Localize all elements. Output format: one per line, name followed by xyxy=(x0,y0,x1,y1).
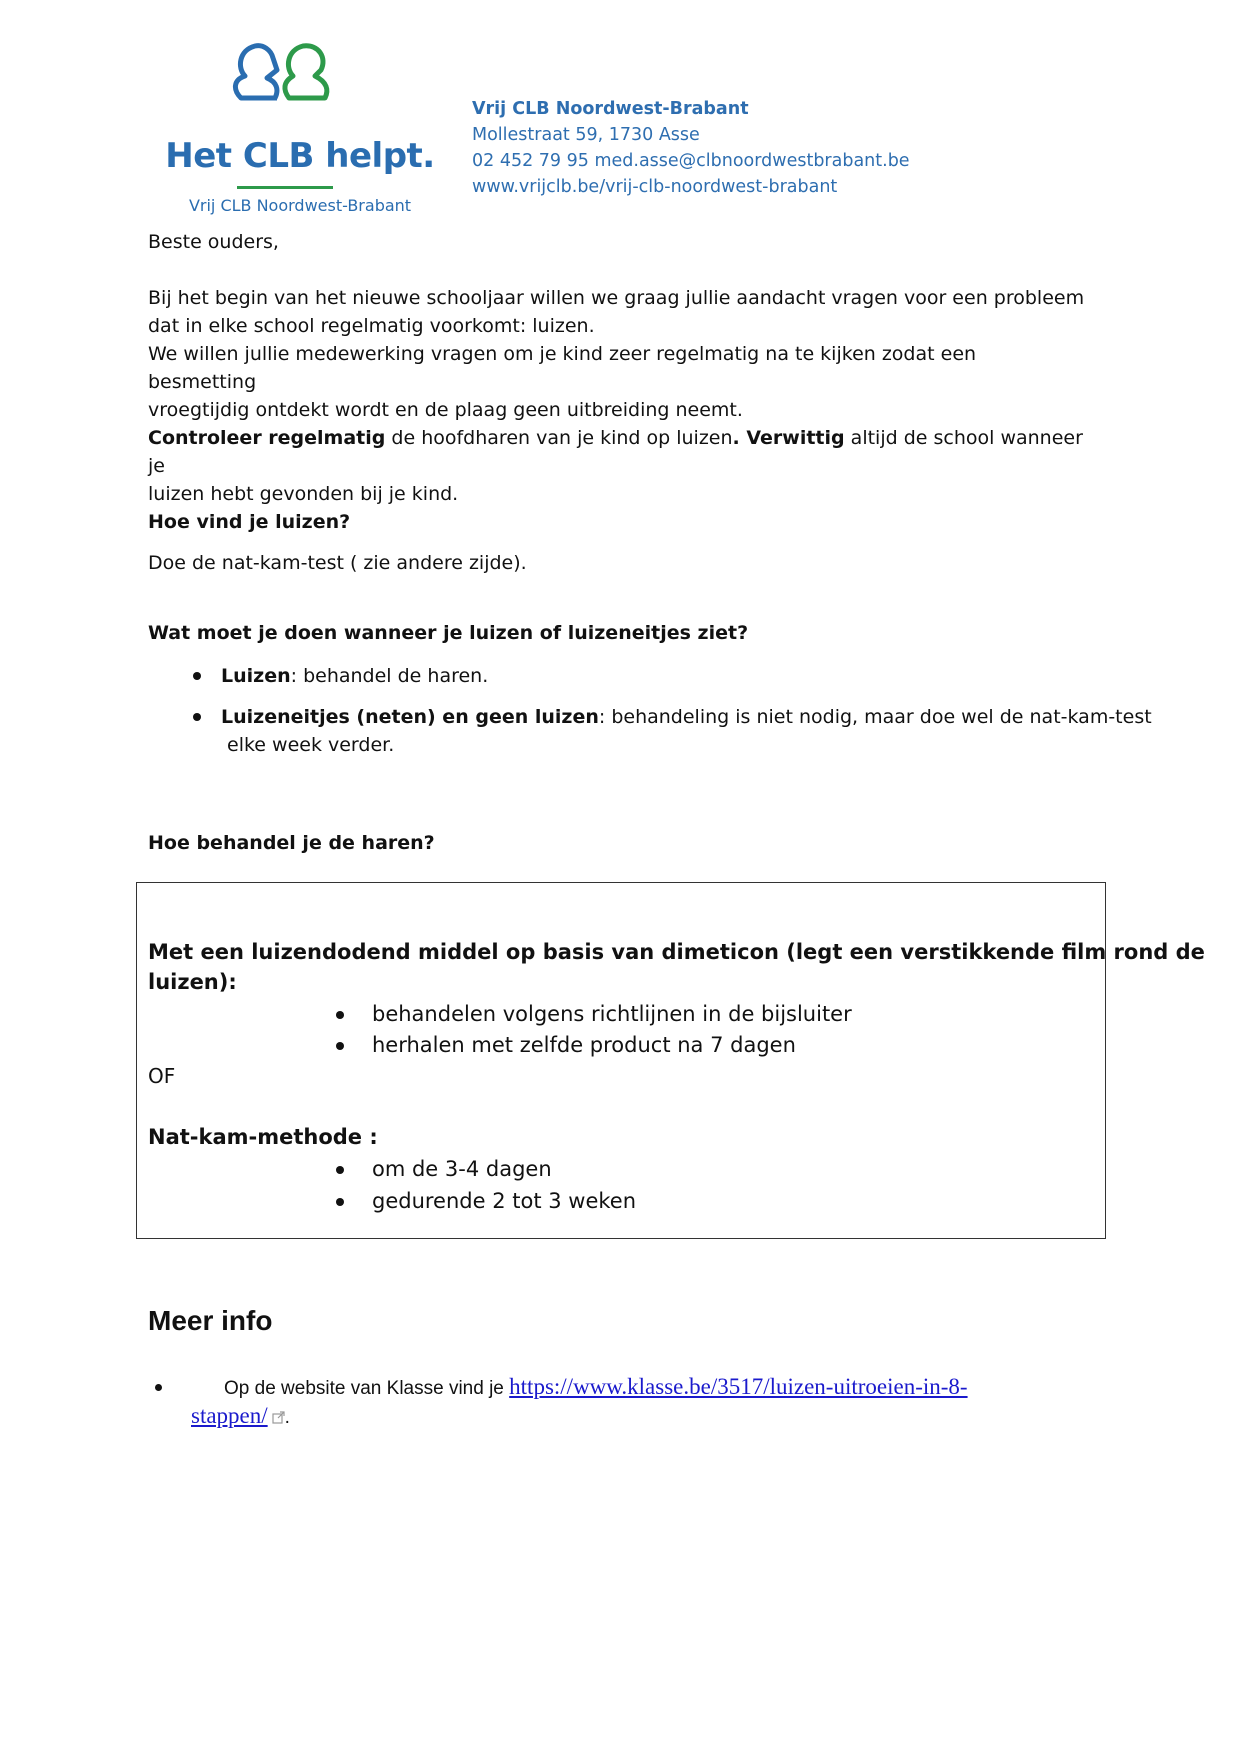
bullet-icon xyxy=(336,1042,344,1050)
list-item: Luizen: behandel de haren. xyxy=(221,665,489,687)
list-item: Luizeneitjes (neten) en geen luizen: behandeling is niet nodig, maar doe wel de nat-kam-test xyxy=(221,706,1152,728)
klasse-link-cont[interactable]: stappen/ xyxy=(191,1403,268,1428)
website: www.vrijclb.be/vrij-clb-noordwest-brabant xyxy=(472,177,838,197)
bullet-icon xyxy=(155,1384,162,1391)
info-prefix: Op de website van Klasse vind je xyxy=(224,1378,510,1399)
logo-underline xyxy=(237,186,333,189)
control-paragraph xyxy=(148,424,1088,508)
org-name: Vrij CLB Noordwest-Brabant xyxy=(472,99,749,119)
bullet-icon xyxy=(336,1166,344,1174)
more-info-heading: Meer info xyxy=(148,1305,273,1336)
people-icon xyxy=(227,28,373,128)
list-item-cont: elke week verder. xyxy=(227,734,395,756)
find-text: Doe de nat-kam-test ( zie andere zijde). xyxy=(148,552,527,574)
bullet-icon xyxy=(193,672,201,680)
bullet-icon xyxy=(336,1011,344,1019)
intro-line: We willen jullie medewerking vragen om je kind zeer regelmatig na te kijken zodat een besmetting xyxy=(148,343,977,393)
method1-step: herhalen met zelfde product na 7 dagen xyxy=(372,1033,796,1057)
contact-info: 02 452 79 95 med.asse@clbnoordwestbrabant.be xyxy=(472,151,910,171)
bullet-icon xyxy=(336,1198,344,1206)
klasse-link[interactable]: https://www.klasse.be/3517/luizen-uitroeien-in-8- xyxy=(509,1374,968,1399)
logo-subtitle: Vrij CLB Noordwest-Brabant xyxy=(188,196,412,215)
intro-paragraph xyxy=(148,284,1088,424)
clb-logo xyxy=(165,28,435,215)
control-bold: Controleer regelmatig xyxy=(148,427,386,449)
method2-step: om de 3-4 dagen xyxy=(372,1157,552,1181)
external-link-icon[interactable] xyxy=(272,1411,285,1424)
greeting: Beste ouders, xyxy=(148,231,279,253)
more-info-text-cont xyxy=(191,1400,290,1433)
bullet-icon xyxy=(193,713,201,721)
warn-bold: . Verwittig xyxy=(732,427,845,449)
control-text: de hoofdharen van je kind op luizen xyxy=(385,427,733,449)
action-heading: Wat moet je doen wanneer je luizen of luizeneitjes ziet? xyxy=(148,622,749,644)
method1-step: behandelen volgens richtlijnen in de bijsluiter xyxy=(372,1002,852,1026)
method2-heading: Nat-kam-methode : xyxy=(148,1125,378,1149)
treat-heading: Hoe behandel je de haren? xyxy=(148,832,435,854)
intro-line: Bij het begin van het nieuwe schooljaar willen we graag jullie aandacht vragen voor een probleem xyxy=(148,287,1085,309)
info-suffix: . xyxy=(284,1407,290,1428)
warn-text: altijd de school wanneer je xyxy=(148,427,1083,477)
logo-title: Het CLB helpt. xyxy=(165,136,435,176)
method1-line2: luizen): xyxy=(148,970,237,994)
intro-line: vroegtijdig ontdekt wordt en de plaag geen uitbreiding neemt. xyxy=(148,399,743,421)
intro-line: dat in elke school regelmatig voorkomt: luizen. xyxy=(148,315,595,337)
address-block xyxy=(472,96,910,200)
method1-line1: Met een luizendodend middel op basis van dimeticon (legt een verstikkende film rond de xyxy=(148,940,1205,964)
method2-step: gedurende 2 tot 3 weken xyxy=(372,1189,637,1213)
find-heading: Hoe vind je luizen? xyxy=(148,511,351,533)
or-label: OF xyxy=(148,1064,176,1088)
control-line2: luizen hebt gevonden bij je kind. xyxy=(148,483,459,505)
street-address: Mollestraat 59, 1730 Asse xyxy=(472,125,700,145)
more-info-text xyxy=(224,1371,968,1404)
